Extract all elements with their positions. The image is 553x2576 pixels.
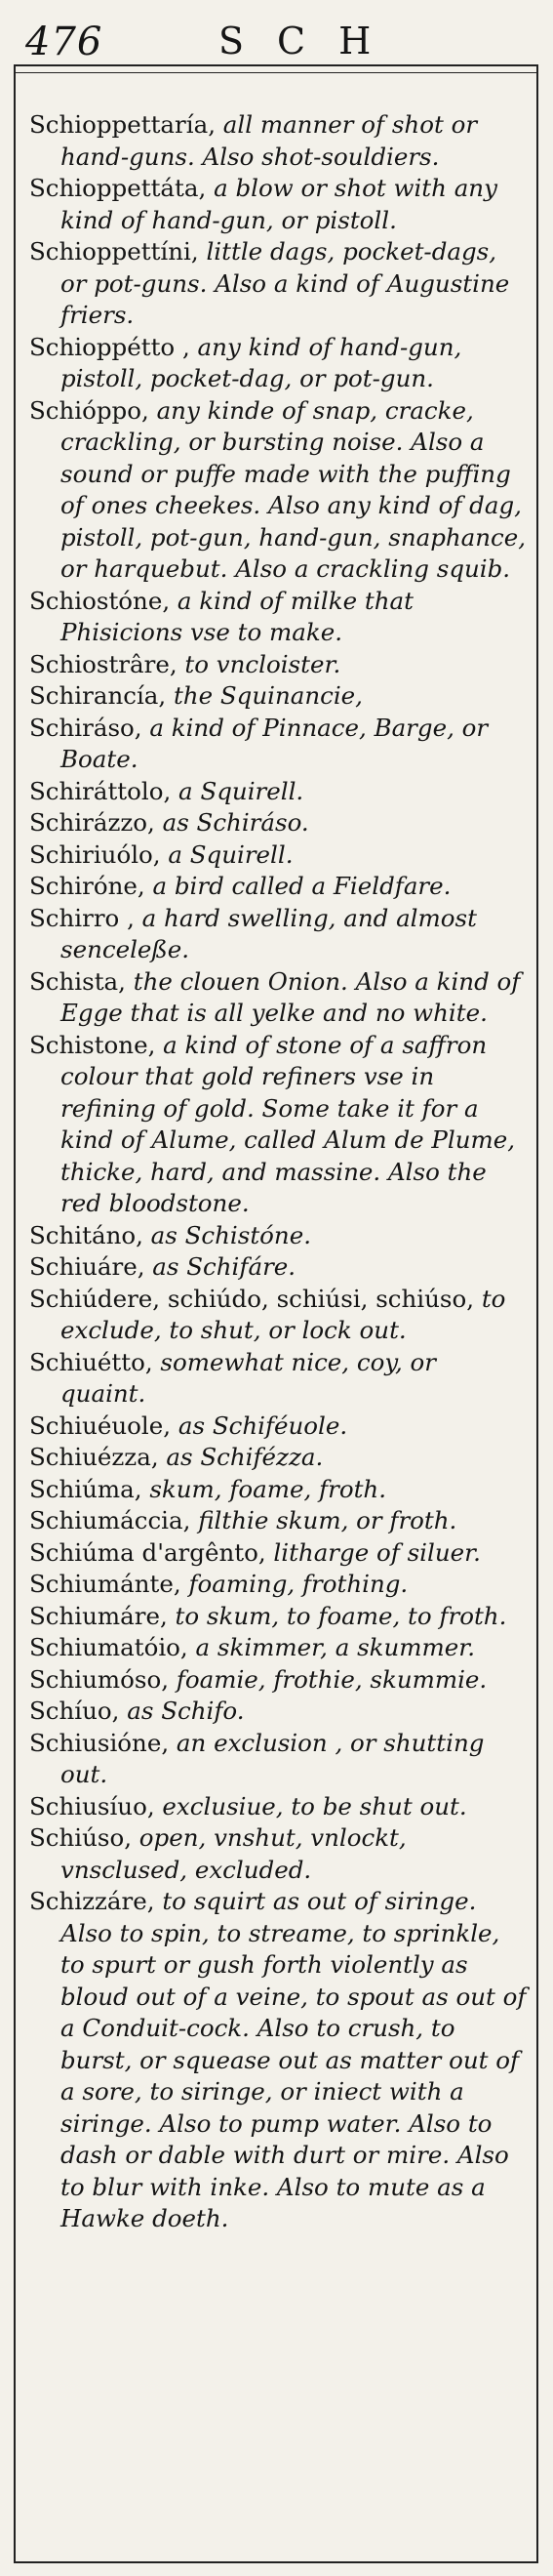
entry-definition: to vncloister. [177, 649, 341, 678]
dictionary-entry [29, 680, 529, 713]
entry-definition: litharge of siluer. [265, 1537, 481, 1567]
dictionary-entry [29, 776, 529, 808]
dictionary-entry [29, 1411, 529, 1443]
entry-headword: Schiúma d'argênto, [29, 1537, 266, 1567]
entry-definition: all manner of shot or hand-guns. Also shot-souldiers. [60, 110, 478, 171]
dictionary-entry [29, 1696, 529, 1728]
entry-definition: as Schistóne. [142, 1220, 312, 1249]
entry-definition: as Schiféuole. [171, 1411, 348, 1440]
dictionary-entry [29, 903, 529, 966]
entry-definition: to skum, to foame, to froth. [167, 1601, 507, 1630]
entry-headword: Schiúdere, schiúdo, schiúsi, schiúso, [29, 1284, 475, 1313]
entry-definition: as Schiráso. [154, 808, 309, 837]
dictionary-entry [29, 1886, 529, 2235]
entry-definition: foaming, frothing. [180, 1570, 409, 1598]
entry-headword: Schiostóne, [29, 586, 171, 615]
entry-headword: Schiriuólo, [29, 839, 161, 869]
entry-definition: as Schifo. [119, 1697, 245, 1725]
entry-headword: Schioppettáta, [29, 174, 207, 202]
entry-definition: to squirt as out of siringe. Also to spin, to streame, to sprinkle, to spurt or gush forth violently as bloud out of a veine, to spout as out of a Conduit-cock. Also to crush, to burst, or squease out as matter out of a sore, to siringe, or iniect with a siringe. Also to pump water. Also to dash or dable with durt or mire. Also to blur with inke. Also to mute as a Hawke doeth. [60, 1887, 527, 2232]
entry-definition: as Schifáre. [144, 1252, 296, 1281]
dictionary-entry [29, 1251, 529, 1284]
entry-definition: a blow or shot with any kind of hand-gun, or pistoll. [60, 174, 497, 234]
dictionary-entry [29, 1537, 529, 1570]
dictionary-entry [29, 236, 529, 332]
entry-headword: Schiuéuole, [29, 1411, 172, 1440]
dictionary-entry [29, 807, 529, 839]
entry-headword: Schiusióne, [29, 1728, 170, 1757]
entry-headword: Schiuétto, [29, 1347, 153, 1376]
dictionary-entry [29, 332, 529, 395]
entry-definition: to exclude, to shut, or lock out. [60, 1284, 506, 1344]
dictionary-entry [29, 1791, 529, 1823]
dictionary-entry [29, 1569, 529, 1601]
entry-definition: foamie, frothie, skummie. [169, 1664, 488, 1694]
entry-headword: Schíuo, [29, 1697, 120, 1725]
dictionary-entry [29, 839, 529, 872]
entry-headword: Schizzáre, [29, 1887, 155, 1915]
dictionary-entry [29, 1442, 529, 1474]
entry-definition: skum, foame, froth. [141, 1474, 386, 1503]
entry-definition: a bird called a Fieldfare. [144, 872, 452, 900]
entry-headword: Schiumánte, [29, 1570, 181, 1598]
dictionary-entry [29, 649, 529, 681]
entry-headword: Schiróne, [29, 872, 145, 900]
entry-definition: a skimmer, a skummer. [187, 1633, 476, 1661]
dictionary-entry [29, 1822, 529, 1886]
entry-headword: Schirázzo, [29, 808, 155, 837]
entry-definition: exclusiue, to be shut out. [154, 1791, 467, 1820]
entry-headword: Schirro , [29, 903, 135, 932]
dictionary-entry [29, 1601, 529, 1633]
entry-headword: Schiuézza, [29, 1443, 159, 1471]
entry-definition: a kind of Pinnace, Barge, or Boate. [60, 713, 489, 773]
entry-definition: little dags, pocket-dags, or pot-guns. Also a kind of Augustine friers. [60, 237, 510, 329]
dictionary-entry [29, 173, 529, 236]
entry-headword: Schioppettíni, [29, 237, 199, 266]
dictionary-entry [29, 395, 529, 586]
entry-list [29, 109, 529, 2235]
dictionary-entry [29, 1220, 529, 1252]
dictionary-entry [29, 586, 529, 649]
entry-headword: Schioppettaría, [29, 110, 216, 139]
entry-headword: Schiuáre, [29, 1252, 145, 1281]
dictionary-entry [29, 713, 529, 776]
dictionary-entry [29, 1632, 529, 1664]
entry-headword: Schirancía, [29, 681, 167, 710]
entry-headword: Schióppo, [29, 395, 149, 425]
entry-definition: an exclusion , or shutting out. [60, 1728, 485, 1788]
entry-definition: a Squirell. [160, 839, 294, 869]
entry-definition: a kind of stone of a saffron colour that gold refiners vse in refining of gold. Some take it for a kind of Alume, called Alum de Plume, thicke, hard, and massine. Also the red bloodstone. [60, 1030, 516, 1217]
entry-headword: Schiostrâre, [29, 649, 178, 678]
entry-headword: Schista, [29, 966, 126, 996]
entry-definition: any kinde of snap, cracke, crackling, or bursting noise. Also a sound or puffe made with the puffing of ones cheekes. Also any kind of dag, pistoll, pot-gun, hand-gun, snaphance, or harquebut. Also a crackling squib. [60, 395, 527, 583]
page-number: 476 [25, 20, 103, 64]
entry-headword: Schiúma, [29, 1474, 142, 1503]
dictionary-entry [29, 1474, 529, 1506]
running-head: SCH [218, 20, 405, 62]
entry-headword: Schioppétto , [29, 332, 190, 361]
entry-headword: Schiráttolo, [29, 776, 172, 805]
frame-inner-rule [14, 72, 538, 73]
entry-definition: somewhat nice, coy, or quaint. [60, 1347, 436, 1408]
dictionary-entry [29, 1030, 529, 1220]
entry-definition: the clouen Onion. Also a kind of Egge that is all yelke and no white. [60, 966, 521, 1027]
entry-definition: as Schifézza. [158, 1443, 324, 1471]
entry-headword: Schiumóso, [29, 1664, 169, 1694]
dictionary-entry [29, 1728, 529, 1791]
entry-definition: the Squinancie, [166, 681, 363, 710]
entry-headword: Schiúso, [29, 1823, 133, 1852]
entry-definition: a hard swelling, and almost senceleße. [60, 903, 477, 963]
entry-definition: a Squirell. [171, 776, 304, 805]
page-header [14, 18, 540, 64]
entry-headword: Schitáno, [29, 1220, 143, 1249]
dictionary-entry [29, 1347, 529, 1411]
dictionary-entry [29, 1664, 529, 1697]
dictionary-entry [29, 871, 529, 903]
entry-definition: any kind of hand-gun, pistoll, pocket-dag, or pot-gun. [60, 332, 462, 392]
entry-definition: open, vnshut, vnlockt, vnsclused, excluded. [60, 1823, 407, 1884]
dictionary-entry [29, 1284, 529, 1347]
dictionary-entry [29, 1505, 529, 1537]
entry-headword: Schiráso, [29, 713, 142, 742]
dictionary-entry [29, 966, 529, 1030]
entry-headword: Schiumáre, [29, 1601, 168, 1630]
entry-headword: Schiumáccia, [29, 1506, 191, 1534]
entry-definition: filthie skum, or froth. [190, 1506, 457, 1534]
dictionary-entry [29, 109, 529, 173]
entry-headword: Schiusíuo, [29, 1791, 155, 1820]
entry-headword: Schiumatóio, [29, 1633, 188, 1661]
entry-headword: Schistone, [29, 1030, 156, 1059]
entry-definition: a kind of milke that Phisicions vse to make. [60, 586, 414, 646]
